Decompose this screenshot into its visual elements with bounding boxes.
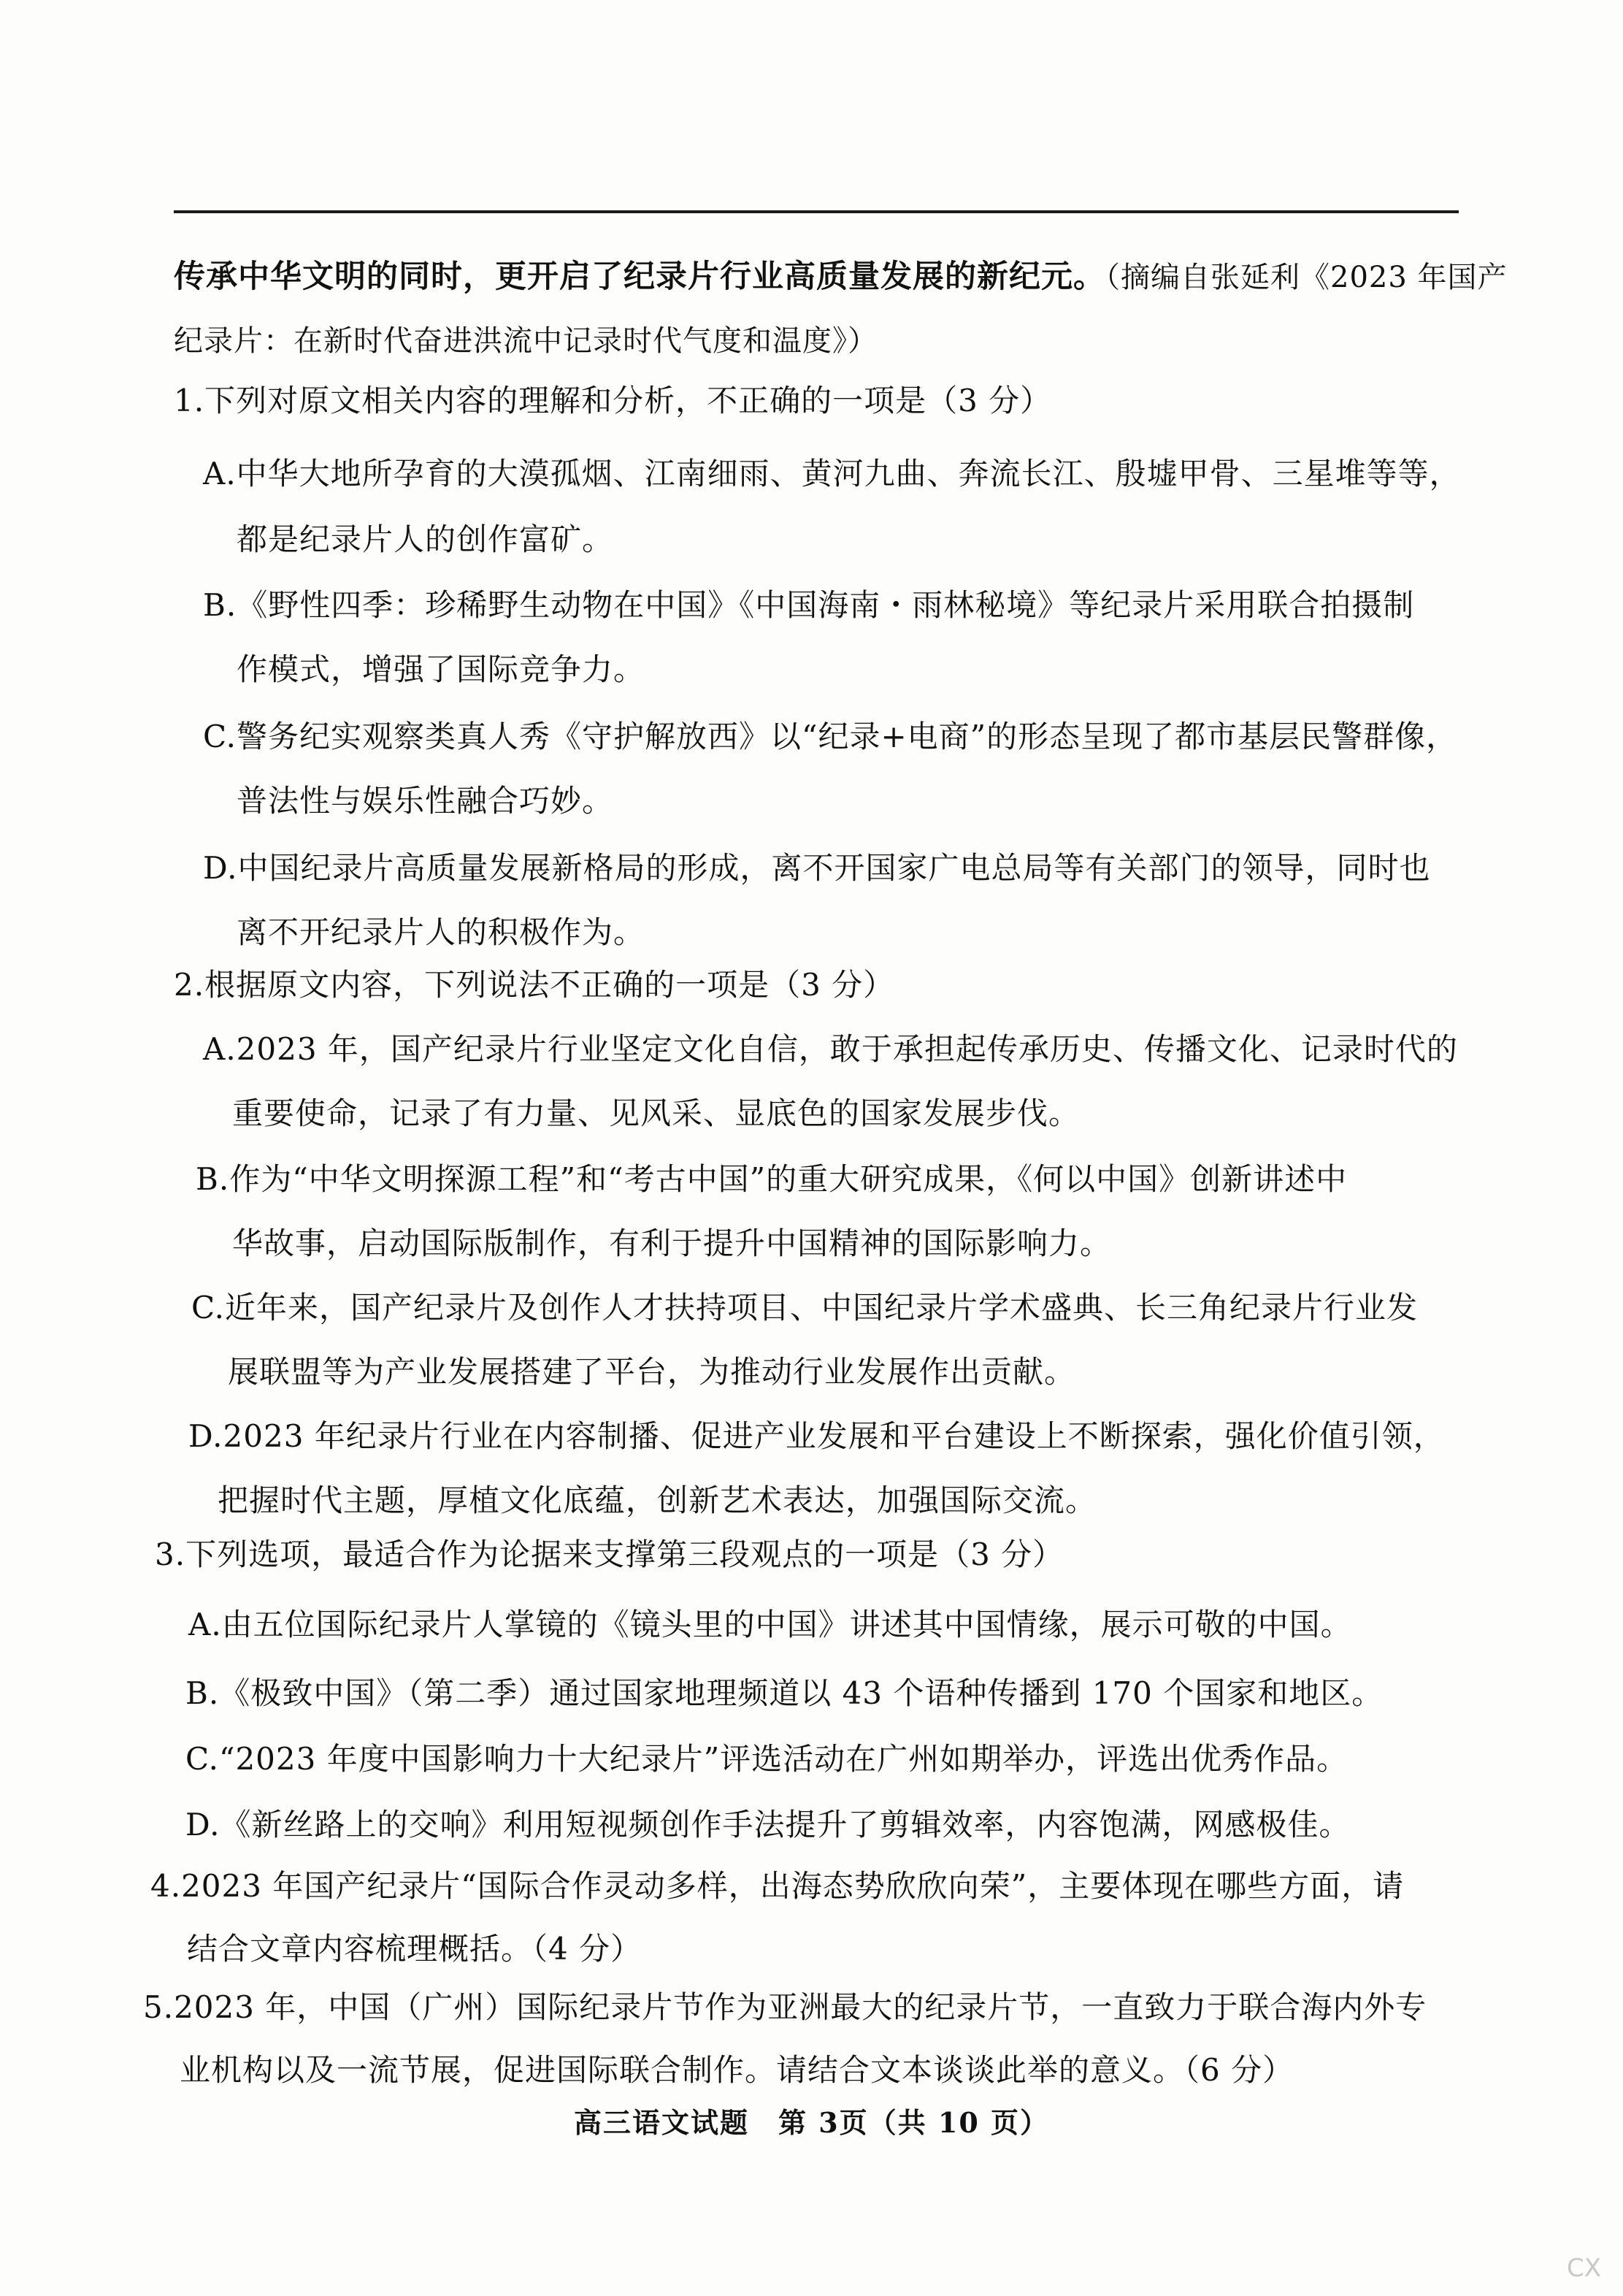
q2-option-c-line-1: C.近年来，国产纪录片及创作人才扶持项目、中国纪录片学术盛典、长三角纪录片行业发 xyxy=(191,1290,1418,1325)
q2-option-a-line-1: A.2023 年，国产纪录片行业坚定文化自信，敢于承担起传承历史、传播文化、记录时代的 xyxy=(203,1031,1458,1067)
q2-option-a-line-2: 重要使命，记录了有力量、见风采、显底色的国家发展步伐。 xyxy=(232,1095,1081,1131)
q2-option-b-line-2: 华故事，启动国际版制作，有利于提升中国精神的国际影响力。 xyxy=(232,1225,1112,1261)
q2-option-d-line-2: 把握时代主题，厚植文化底蕴，创新艺术表达，加强国际交流。 xyxy=(218,1482,1097,1518)
watermark: CX xyxy=(1566,2254,1601,2283)
intro-bold-text: 传承中华文明的同时，更开启了纪录片行业高质量发展的新纪元。 xyxy=(174,259,1105,295)
question-5-stem-line-2: 业机构以及一流节展，促进国际联合制作。请结合文本谈谈此举的意义。（6 分） xyxy=(180,2052,1294,2088)
q3-option-d: D.《新丝路上的交响》利用短视频创作手法提升了剪辑效率，内容饱满，网感极佳。 xyxy=(185,1807,1351,1842)
q3-option-a: A.由五位国际纪录片人掌镜的《镜头里的中国》讲述其中国情缘，展示可敬的中国。 xyxy=(188,1607,1352,1642)
top-rule xyxy=(174,210,1459,213)
q1-option-c-line-1: C.警务纪实观察类真人秀《守护解放西》以“纪录+电商”的形态呈现了都市基层民警群像， xyxy=(203,719,1458,754)
q1-option-d-line-1: D.中国纪录片高质量发展新格局的形成，离不开国家广电总局等有关部门的领导，同时也 xyxy=(203,850,1431,886)
q2-option-b-line-1: B.作为“中华文明探源工程”和“考古中国”的重大研究成果，《何以中国》创新讲述中 xyxy=(196,1161,1348,1197)
question-5-stem-line-1: 5.2023 年，中国（广州）国际纪录片节作为亚洲最大的纪录片节，一直致力于联合海内外专 xyxy=(143,1989,1427,2025)
intro-citation: （摘编自张延利《2023 年国产 xyxy=(1105,261,1508,294)
q3-option-b: B.《极致中国》（第二季）通过国家地理频道以 43 个语种传播到 170 个国家和地区。 xyxy=(185,1675,1384,1711)
page-footer: 高三语文试题 第 3页（共 10 页） xyxy=(573,2106,1049,2139)
question-4-stem-line-2: 结合文章内容梳理概括。（4 分） xyxy=(187,1931,642,1967)
q1-option-d-line-2: 离不开纪录片人的积极作为。 xyxy=(237,914,645,950)
q1-option-b-line-2: 作模式，增强了国际竞争力。 xyxy=(237,651,645,687)
question-4-stem-line-1: 4.2023 年国产纪录片“国际合作灵动多样，出海态势欣欣向荣”，主要体现在哪些方面，请 xyxy=(150,1868,1405,1904)
q1-option-c-line-2: 普法性与娱乐性融合巧妙。 xyxy=(237,783,614,819)
q3-option-c: C.“2023 年度中国影响力十大纪录片”评选活动在广州如期举办，评选出优秀作品。 xyxy=(185,1741,1348,1777)
question-1-stem: 1.下列对原文相关内容的理解和分析，不正确的一项是（3 分） xyxy=(174,383,1052,418)
q1-option-b-line-1: B.《野性四季：珍稀野生动物在中国》《中国海南・雨林秘境》等纪录片采用联合拍摄制 xyxy=(203,587,1415,623)
q1-option-a-line-2: 都是纪录片人的创作富矿。 xyxy=(237,521,614,557)
question-3-stem: 3.下列选项，最适合作为论据来支撑第三段观点的一项是（3 分） xyxy=(155,1537,1064,1572)
intro-line-2: 纪录片：在新时代奋进洪流中记录时代气度和温度》） xyxy=(174,324,878,358)
q2-option-d-line-1: D.2023 年纪录片行业在内容制播、促进产业发展和平台建设上不断探索，强化价值引领， xyxy=(188,1418,1445,1454)
question-2-stem: 2.根据原文内容，下列说法不正确的一项是（3 分） xyxy=(174,967,895,1003)
intro-line-1 xyxy=(174,256,1508,299)
q2-option-c-line-2: 展联盟等为产业发展搭建了平台，为推动行业发展作出贡献。 xyxy=(228,1354,1076,1390)
q1-option-a-line-1: A.中华大地所孕育的大漠孤烟、江南细雨、黄河九曲、奔流长江、殷墟甲骨、三星堆等等， xyxy=(203,456,1461,491)
